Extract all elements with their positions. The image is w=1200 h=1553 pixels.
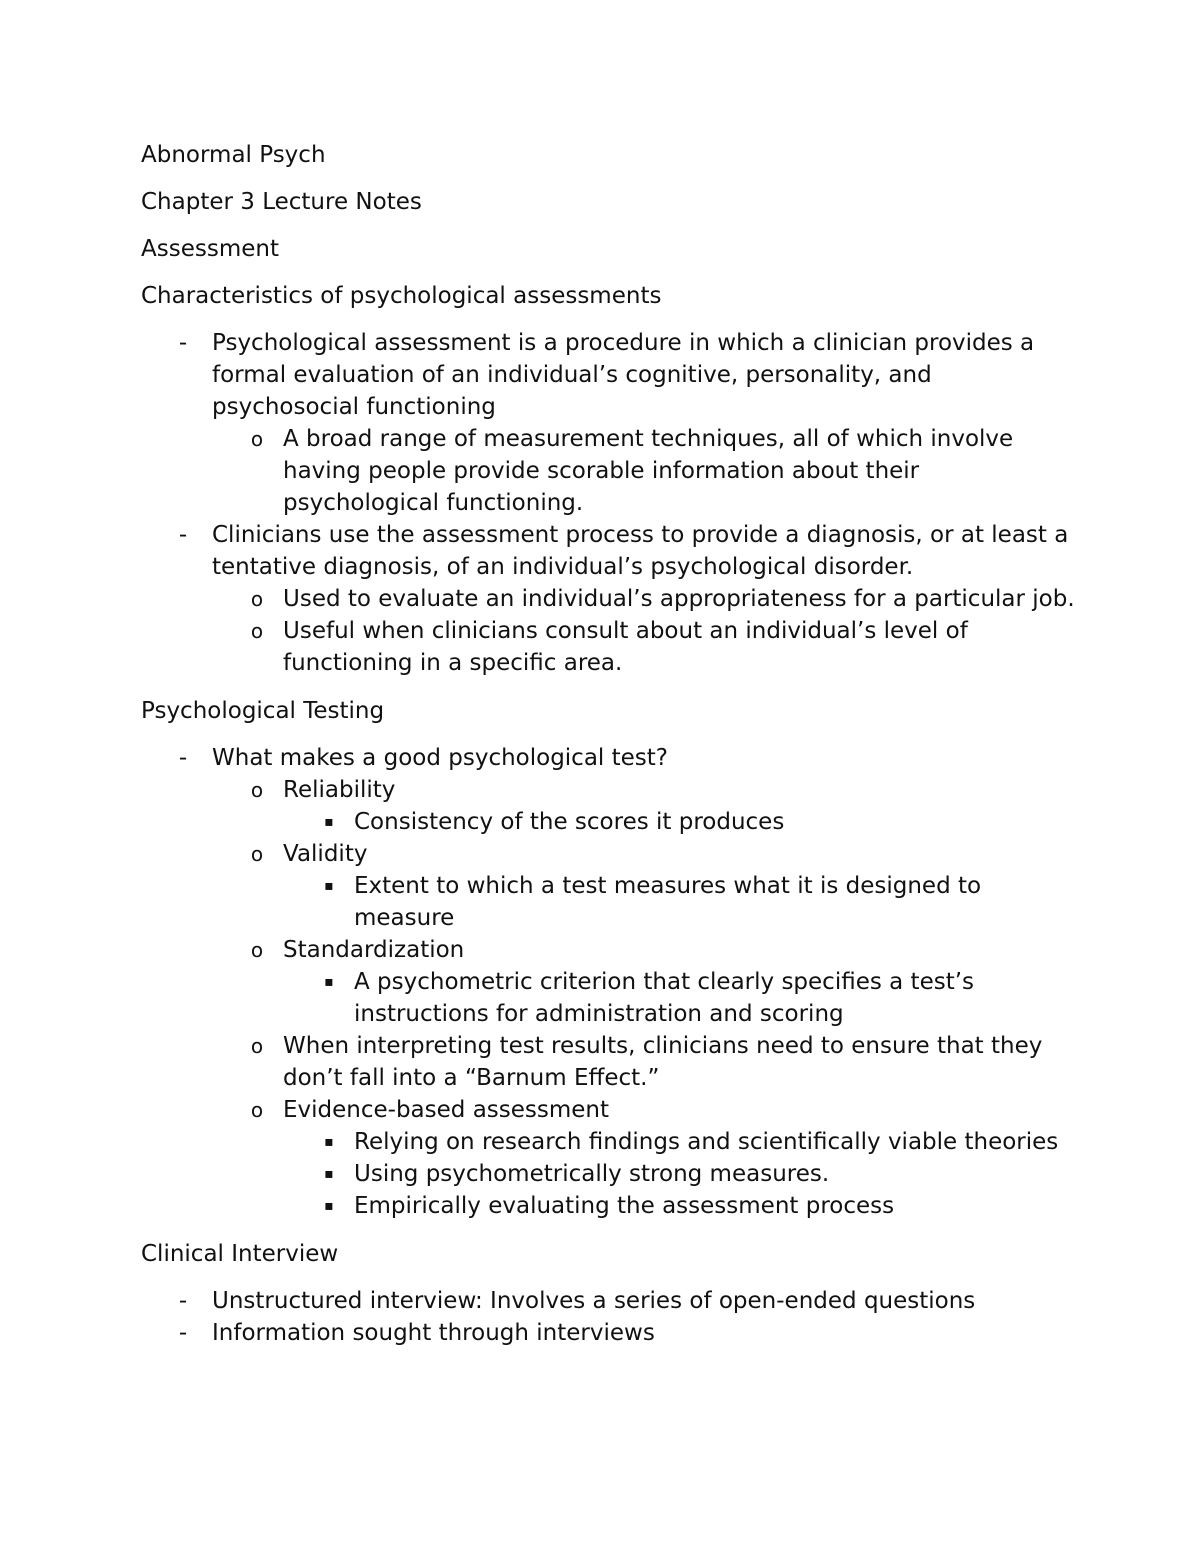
list-item-text: When interpreting test results, clinicians need to ensure that they don’t fall into a “Barnum Effect.” [283, 1033, 1043, 1091]
list-item [212, 615, 1080, 679]
circle-bullet: o [250, 427, 264, 451]
list-item [283, 1190, 1080, 1222]
list-item-text: Extent to which a test measures what it is designed to measure [354, 873, 982, 931]
circle-bullet: o [250, 619, 264, 643]
sub-list [212, 423, 1080, 519]
list-item-text: Consistency of the scores it produces [354, 809, 785, 835]
list-item [283, 870, 1080, 934]
sub-sub-list [283, 870, 1080, 934]
list-item-text: Relying on research findings and scientifically viable theories [354, 1129, 1059, 1155]
list-item [283, 1158, 1080, 1190]
bullet-list [141, 327, 1080, 679]
bullet-list [141, 742, 1080, 1222]
dash-bullet: - [178, 1288, 188, 1314]
section-heading: Clinical Interview [141, 1241, 339, 1267]
sub-sub-list [283, 966, 1080, 1030]
list-item-text: Psychological assessment is a procedure in which a clinician provides a formal evaluation of an individual’s cognitive, personality, and psychosocial functioning [212, 330, 1035, 420]
bullet-list [141, 1285, 1080, 1349]
list-item [212, 774, 1080, 838]
list-item [141, 327, 1080, 519]
list-item [283, 1126, 1080, 1158]
sub-list [212, 583, 1080, 679]
circle-bullet: o [250, 587, 264, 611]
list-item-text: A broad range of measurement techniques, all of which involve having people provide scorable information about their psychological functioning. [283, 426, 1014, 516]
dash-bullet: - [178, 522, 188, 548]
list-item-text: Standardization [283, 937, 465, 963]
square-bullet: ▪ [324, 1134, 334, 1150]
sub-sub-list [283, 806, 1080, 838]
list-item [141, 1285, 1080, 1317]
dash-bullet: - [178, 745, 188, 771]
square-bullet: ▪ [324, 1166, 334, 1182]
circle-bullet: o [250, 938, 264, 962]
list-item [141, 742, 1080, 1222]
square-bullet: ▪ [324, 878, 334, 894]
list-item [212, 583, 1080, 615]
circle-bullet: o [250, 1098, 264, 1122]
list-item-text: What makes a good psychological test? [212, 745, 669, 771]
list-item [212, 1094, 1080, 1222]
list-item-text: A psychometric criterion that clearly specifies a test’s instructions for administration and scoring [354, 969, 975, 1027]
list-item-text: Information sought through interviews [212, 1320, 655, 1346]
list-item-text: Unstructured interview: Involves a series of open-ended questions [212, 1288, 976, 1314]
list-item [212, 423, 1080, 519]
doc-subtitle: Chapter 3 Lecture Notes [141, 189, 422, 215]
list-item [141, 1317, 1080, 1349]
list-item [283, 966, 1080, 1030]
list-item [212, 934, 1080, 1030]
square-bullet: ▪ [324, 974, 334, 990]
circle-bullet: o [250, 842, 264, 866]
circle-bullet: o [250, 778, 264, 802]
section-assessment: Assessment [141, 236, 279, 262]
list-item-text: Evidence-based assessment [283, 1097, 610, 1123]
circle-bullet: o [250, 1034, 264, 1058]
list-item-text: Using psychometrically strong measures. [354, 1161, 830, 1187]
square-bullet: ▪ [324, 1198, 334, 1214]
section-heading: Characteristics of psychological assessments [141, 283, 662, 309]
list-item [212, 838, 1080, 934]
list-item-text: Reliability [283, 777, 396, 803]
sub-list [212, 774, 1080, 1222]
square-bullet: ▪ [324, 814, 334, 830]
list-item-text: Used to evaluate an individual’s appropriateness for a particular job. [283, 586, 1075, 612]
list-item [212, 1030, 1080, 1094]
dash-bullet: - [178, 1320, 188, 1346]
sub-sub-list [283, 1126, 1080, 1222]
list-item [141, 519, 1080, 679]
list-item-text: Clinicians use the assessment process to provide a diagnosis, or at least a tentative diagnosis, of an individual’s psychological disorder. [212, 522, 1069, 580]
section-heading: Psychological Testing [141, 698, 385, 724]
list-item-text: Empirically evaluating the assessment process [354, 1193, 895, 1219]
list-item [283, 806, 1080, 838]
list-item-text: Useful when clinicians consult about an individual’s level of functioning in a specific area. [283, 618, 968, 676]
list-item-text: Validity [283, 841, 368, 867]
dash-bullet: - [178, 330, 188, 356]
doc-title: Abnormal Psych [141, 142, 326, 168]
